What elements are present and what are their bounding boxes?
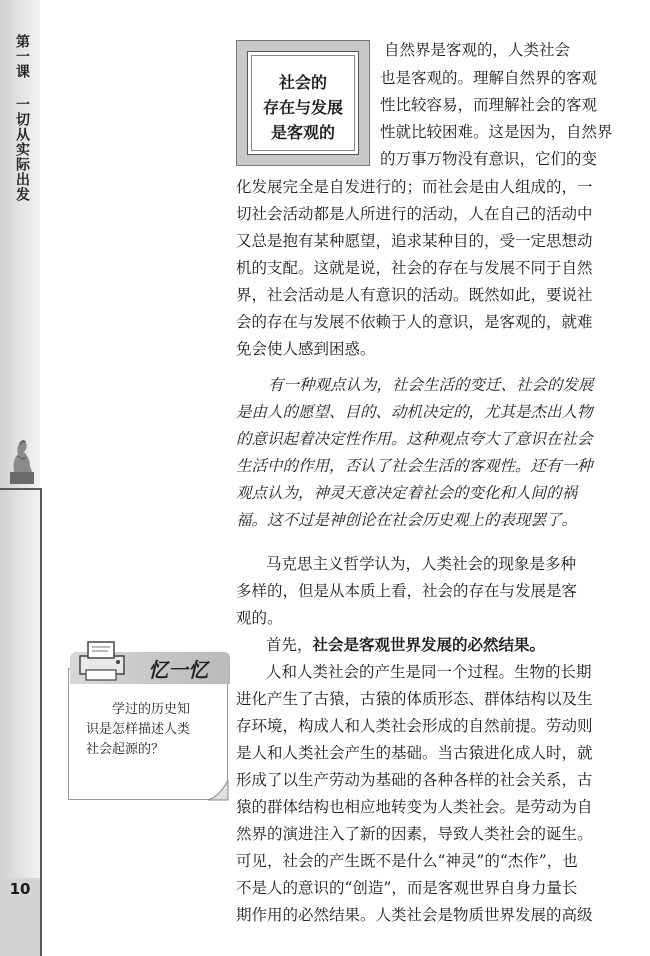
quote-line: 观点认为，神灵天意决定着社会的变化和人间的祸: [236, 484, 578, 502]
text-line: 然界的演进注入了新的因素，导致人类社会的诞生。: [236, 825, 593, 843]
text-line: 性比较容易，而理解社会的客观: [380, 96, 598, 114]
text-line: 机的支配。这就是说，社会的存在与发展不同于自然: [236, 259, 593, 277]
marxism-paragraph: [236, 551, 624, 659]
text-line: 是人和人类社会产生的基础。当古猿进化成人时，就: [236, 744, 593, 762]
recall-line: 社会起源的？: [86, 742, 165, 757]
recall-line: 学过的历史知: [112, 702, 191, 717]
text-line: 会的存在与发展不依赖于人的意识，是客观的，就难: [236, 313, 593, 331]
text-line: 马克思主义哲学认为，人类社会的现象是多种: [266, 555, 577, 573]
text-line: 化发展完全是自发进行的；而社会是由人组成的，一: [236, 178, 593, 196]
text-line: 也是客观的。理解自然界的客观: [380, 69, 598, 87]
quote-line: 是由人的愿望、目的、动机决定的，尤其是杰出人物: [236, 403, 593, 421]
text-line: 的万事万物没有意识，它们的变: [380, 150, 598, 168]
text-line: 免会使人感到困惑。: [236, 340, 376, 358]
recall-title: 忆一忆: [148, 658, 208, 682]
thinker-statue-icon: [4, 432, 38, 486]
quote-line: 生活中的作用，否认了社会生活的客观性。还有一种: [236, 457, 593, 475]
page-curl-icon: [206, 778, 230, 802]
recall-question: [86, 700, 226, 760]
section-heading: [248, 70, 358, 145]
chapter-label: [8, 34, 32, 202]
first-point-prefix: 首先，: [266, 636, 313, 654]
sidebar-divider: [0, 488, 40, 490]
first-point-line: [236, 632, 624, 659]
intro-paragraph: [236, 174, 624, 363]
text-line: 观的。: [236, 609, 283, 627]
heading-line: 存在与发展: [262, 98, 343, 117]
text-line: 性就比较困难。这是因为，自然界: [380, 123, 613, 141]
lesson-label: 第一课: [14, 34, 30, 79]
printer-icon: [72, 638, 134, 684]
body-paragraph: [236, 659, 624, 929]
recall-sidebar-box: [68, 638, 234, 804]
quote-line: 有一种观点认为，社会生活的变迁、社会的发展: [268, 376, 594, 394]
text-line: 形成了以生产劳动为基础的各种各样的社会关系，古: [236, 771, 593, 789]
opposing-view-paragraph: [236, 372, 632, 534]
page-number: 10: [9, 880, 31, 898]
text-line: 界，社会活动是人有意识的活动。既然如此，要说社: [236, 286, 593, 304]
text-line: 存环境，构成人和人类社会形成的自然前提。劳动则: [236, 717, 593, 735]
intro-first-line: 自然界是客观的，人类社会: [384, 41, 571, 59]
text-line: 切社会活动都是人所进行的活动，人在自己的活动中: [236, 205, 593, 223]
first-point-bold: 社会是客观世界发展的必然结果。: [312, 636, 546, 654]
text-line: 多样的，但是从本质上看，社会的存在与发展是客: [236, 582, 578, 600]
section-heading-inner: [247, 51, 359, 155]
quote-line: 的意识起着决定性作用。这种观点夸大了意识在社会: [236, 430, 593, 448]
heading-line: 社会的: [278, 73, 327, 92]
text-line: 人和人类社会的产生是同一个过程。生物的长期: [266, 663, 592, 681]
text-line: 期作用的必然结果。人类社会是物质世界发展的高级: [236, 906, 593, 924]
text-line: 猿的群体结构也相应地转变为人类社会。是劳动为自: [236, 798, 593, 816]
text-line: 可见，社会的产生既不是什么“神灵”的“杰作”，也: [236, 852, 578, 870]
heading-line: 是客观的: [270, 123, 335, 142]
intro-right-column: [380, 65, 630, 173]
section-heading-box: [236, 40, 370, 166]
text-line: 进化产生了古猿，古猿的体质形态、群体结构以及生: [236, 690, 593, 708]
recall-line: 识是怎样描述人类: [86, 722, 191, 737]
quote-line: 福。这不过是神创论在社会历史观上的表现罢了。: [236, 511, 578, 529]
text-line: 不是人的意识的“创造”，而是客观世界自身力量长: [236, 879, 578, 897]
margin-rule: [40, 488, 42, 956]
lesson-title: 一切从实际出发: [14, 97, 30, 202]
text-line: 又总是抱有某种愿望，追求某种目的，受一定思想动: [236, 232, 593, 250]
